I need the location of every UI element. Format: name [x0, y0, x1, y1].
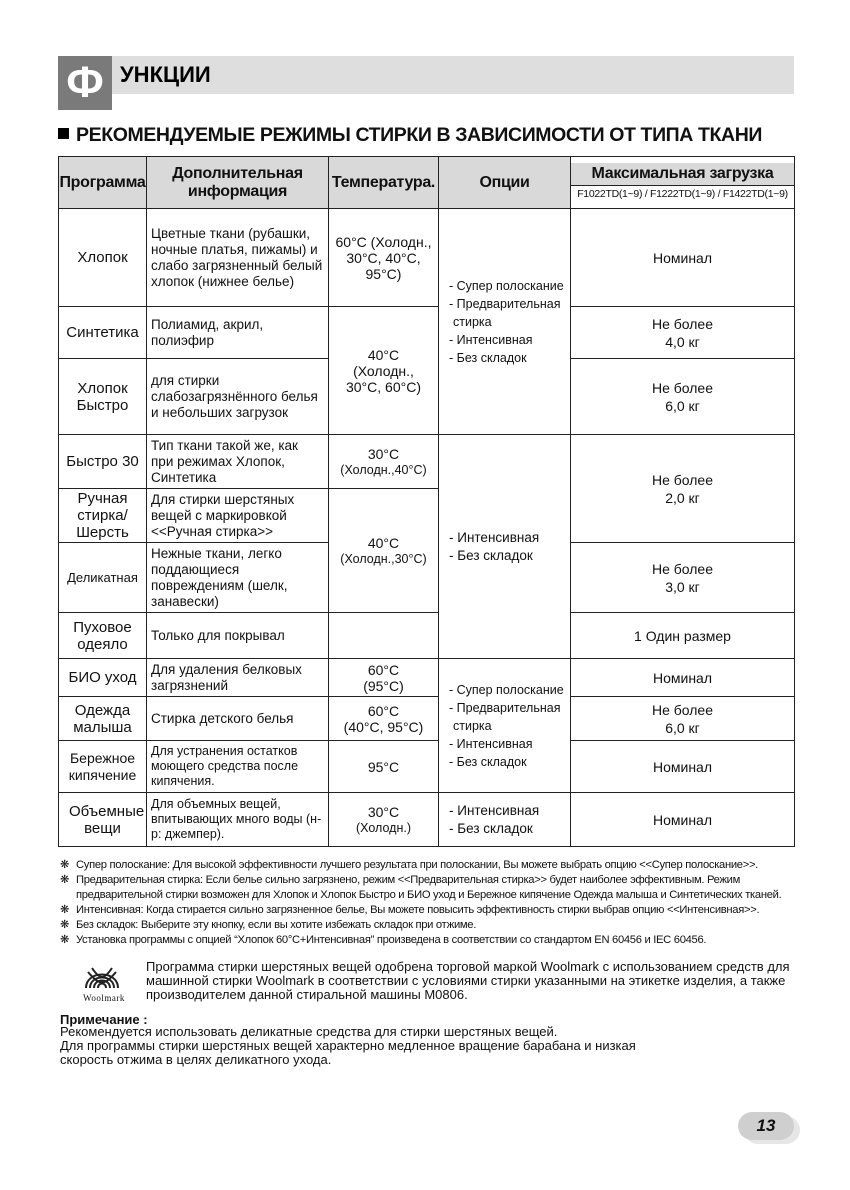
option-line: - Без складок	[449, 547, 533, 563]
load-cell	[571, 697, 795, 741]
info-cell: Нежные ткани, легко поддающиеся повреждениям (шелк, занавески)	[147, 543, 329, 613]
header-info: Дополнительная информация	[147, 157, 329, 209]
load-cell	[571, 543, 795, 613]
load-text: Не более 4,0 кг	[651, 315, 714, 350]
load-cell: Номинал	[571, 741, 795, 793]
footnote-star-icon: ❋	[60, 919, 70, 931]
header-program: Программа	[59, 157, 147, 209]
footnote-star-icon: ❋	[60, 874, 70, 886]
option-line: - Без складок	[449, 350, 527, 365]
load-cell: 1 Один размер	[571, 613, 795, 659]
program-cell: Бережное кипячение	[59, 741, 147, 793]
temperature-cell	[329, 697, 439, 741]
footnote	[60, 933, 800, 948]
load-cell: Номинал	[571, 793, 795, 847]
footnote-star-icon: ❋	[60, 904, 70, 916]
header-letter: Ф	[58, 56, 112, 110]
info-cell: Цветные ткани (рубашки, ночные платья, пижамы) и слабо загрязненный белый хлопок (нижнее белье)	[147, 209, 329, 307]
section-title-text: РЕКОМЕНДУЕМЫЕ РЕЖИМЫ СТИРКИ В ЗАВИСИМОСТИ ОТ ТИПА ТКАНИ	[76, 124, 762, 146]
info-cell: Для устранения остатков моющего средства после кипячения.	[147, 741, 329, 793]
option-line: - Без складок	[449, 754, 527, 769]
woolmark-label: Woolmark	[83, 993, 125, 1003]
temperature-main: 30°C	[367, 445, 400, 462]
temperature-sub: (Холодн., 30°C, 60°C)	[345, 362, 421, 395]
program-cell: Одежда малыша	[59, 697, 147, 741]
temperature-main: 40°C	[367, 534, 400, 551]
footnote-star-icon: ❋	[60, 859, 70, 871]
program-cell: Быстро 30	[59, 435, 147, 489]
temperature-main: 60°C	[367, 702, 400, 719]
option-line: - Предварительная	[449, 700, 561, 715]
temperature-sub: (40°C, 95°C)	[343, 718, 424, 735]
info-cell: Стирка детского белья	[147, 697, 329, 741]
table-row	[59, 307, 795, 359]
header-models: F1022TD(1~9) / F1222TD(1~9) / F1422TD(1~9)	[571, 186, 794, 202]
footnote-continuation	[60, 888, 800, 903]
section-title	[58, 124, 762, 147]
load-cell: Номинал	[571, 209, 795, 307]
option-line: - Интенсивная	[449, 332, 533, 347]
load-cell	[571, 359, 795, 435]
remark-line: скорость отжима в целях деликатного ухода.	[60, 1052, 332, 1067]
info-cell: Только для покрывал	[147, 613, 329, 659]
load-cell: Номинал	[571, 659, 795, 697]
load-text: Не более 2,0 кг	[651, 471, 714, 506]
footnotes	[60, 858, 800, 948]
table-row	[59, 209, 795, 307]
temperature-sub: (Холодн.)	[356, 820, 411, 835]
load-cell	[571, 435, 795, 543]
load-cell	[571, 307, 795, 359]
footnote	[60, 873, 800, 888]
footnote	[60, 858, 800, 873]
info-cell: Для объемных вещей, впитывающих много воды (н-р: джемпер).	[147, 793, 329, 847]
footnote-text: Предварительная стирка: Если белье сильно загрязнено, режим <<Предварительная стирка>> будет наиболее эффективным. Режим	[76, 874, 740, 886]
temperature-cell	[329, 435, 439, 489]
temperature-main: 60°C	[367, 661, 400, 678]
info-cell: Полиамид, акрил, полиэфир	[147, 307, 329, 359]
header-max-load	[571, 157, 795, 209]
option-line: - Супер полоскание	[449, 278, 564, 293]
program-cell: Хлопок	[59, 209, 147, 307]
options-cell	[439, 793, 571, 847]
temperature-cell	[329, 793, 439, 847]
footnote-text: Интенсивная: Когда стирается сильно загрязненное белье, Вы можете повысить эффективность стирки выбрав опцию <<Интенсивная>>.	[76, 904, 760, 916]
program-cell: Деликатная	[59, 543, 147, 613]
option-line: - Супер полоскание	[449, 682, 564, 697]
footnote-star-icon: ❋	[60, 934, 70, 946]
program-cell: Хлопок Быстро	[59, 359, 147, 435]
temperature-sub: (Холодн.,40°C)	[340, 462, 427, 477]
remark-line: Для программы стирки шерстяных вещей характерно медленное вращение барабана и низкая	[60, 1038, 636, 1053]
program-cell: Синтетика	[59, 307, 147, 359]
option-line: - Интенсивная	[449, 802, 540, 818]
info-cell: для стирки слабозагрязнённого белья и небольших загрузок	[147, 359, 329, 435]
temperature-cell	[329, 659, 439, 697]
table-row	[59, 659, 795, 697]
table-row	[59, 613, 795, 659]
info-cell: Тип ткани такой же, как при режимах Хлопок, Синтетика	[147, 435, 329, 489]
temperature-main: 30°C	[367, 803, 400, 820]
table-row	[59, 697, 795, 741]
option-line: стирка	[453, 314, 492, 329]
temperature-cell-empty	[329, 613, 439, 659]
remark-line: Рекомендуется использовать деликатные средства для стирки шерстяных вещей.	[60, 1024, 558, 1039]
load-text: Не более 6,0 кг	[651, 701, 714, 736]
program-cell: Ручная стирка/ Шерсть	[59, 489, 147, 543]
header-options: Опции	[439, 157, 571, 209]
temperature-cell	[329, 489, 439, 613]
table-row	[59, 741, 795, 793]
temperature-sub: (95°C)	[363, 677, 404, 694]
temperature-sub: (Холодн.,30°C)	[340, 551, 427, 566]
temperature-cell: 60°C (Холодн., 30°C, 40°C, 95°C)	[329, 209, 439, 307]
options-cell	[439, 435, 571, 659]
footnote-text: предварительной стирки возможен для Хлопок и Хлопок Быстро и БИО уход и Бережное кипячение Одежда малыша и Синтетических тканей.	[76, 889, 782, 901]
footnote	[60, 903, 800, 918]
bullet-square-icon	[58, 128, 69, 139]
woolmark-text: Программа стирки шерстяных вещей одобрена торговой маркой Woolmark с использованием средств для машинной стирки Woolmark в соответствии с условиями стирки указанными на этикетке изделия, а также производителем данной стиральной машины M0806.	[146, 959, 790, 1002]
temperature-cell: 95°C	[329, 741, 439, 793]
temperature-cell	[329, 307, 439, 435]
load-text: Не более 3,0 кг	[651, 560, 714, 595]
options-cell	[439, 659, 571, 793]
header-temperature: Температура.	[329, 157, 439, 209]
info-cell: Для удаления белковых загрязнений	[147, 659, 329, 697]
footnote-text: Установка программы с опцией “Хлопок 60°C+Интенсивная” произведена в соответствии со стандартом EN 60456 и IEC 60456.	[76, 934, 707, 946]
program-cell: Объемные вещи	[59, 793, 147, 847]
remark-title: Примечание :	[60, 1012, 148, 1027]
footnote-text: Без складок: Выберите эту кнопку, если вы хотите избежать складок при отжиме.	[76, 919, 477, 931]
remark-text	[60, 1025, 780, 1067]
table-row	[59, 435, 795, 489]
table-row	[59, 793, 795, 847]
header-max-load-title: Максимальная загрузка	[571, 163, 794, 186]
option-line: - Интенсивная	[449, 736, 533, 751]
option-line: стирка	[453, 718, 492, 733]
option-line: - Интенсивная	[449, 529, 540, 545]
temperature-main: 40°C	[367, 346, 400, 363]
load-text: Не более 6,0 кг	[651, 379, 714, 414]
page-title: УНКЦИИ	[120, 62, 211, 87]
footnote-text: Супер полоскание: Для высокой эффективности лучшего результата при полоскании, Вы можете выбрать опцию <<Супер полоскание>>.	[76, 859, 758, 871]
programs-table	[58, 156, 795, 847]
footnote	[60, 918, 800, 933]
info-cell: Для стирки шерстяных вещей с маркировкой <<Ручная стирка>>	[147, 489, 329, 543]
table-header-row	[59, 157, 795, 209]
program-cell: БИО уход	[59, 659, 147, 697]
option-line: - Предварительная	[449, 296, 561, 311]
page-number: 13	[738, 1112, 794, 1140]
options-cell	[439, 209, 571, 435]
program-cell: Пуховое одеяло	[59, 613, 147, 659]
option-line: - Без складок	[449, 820, 533, 836]
